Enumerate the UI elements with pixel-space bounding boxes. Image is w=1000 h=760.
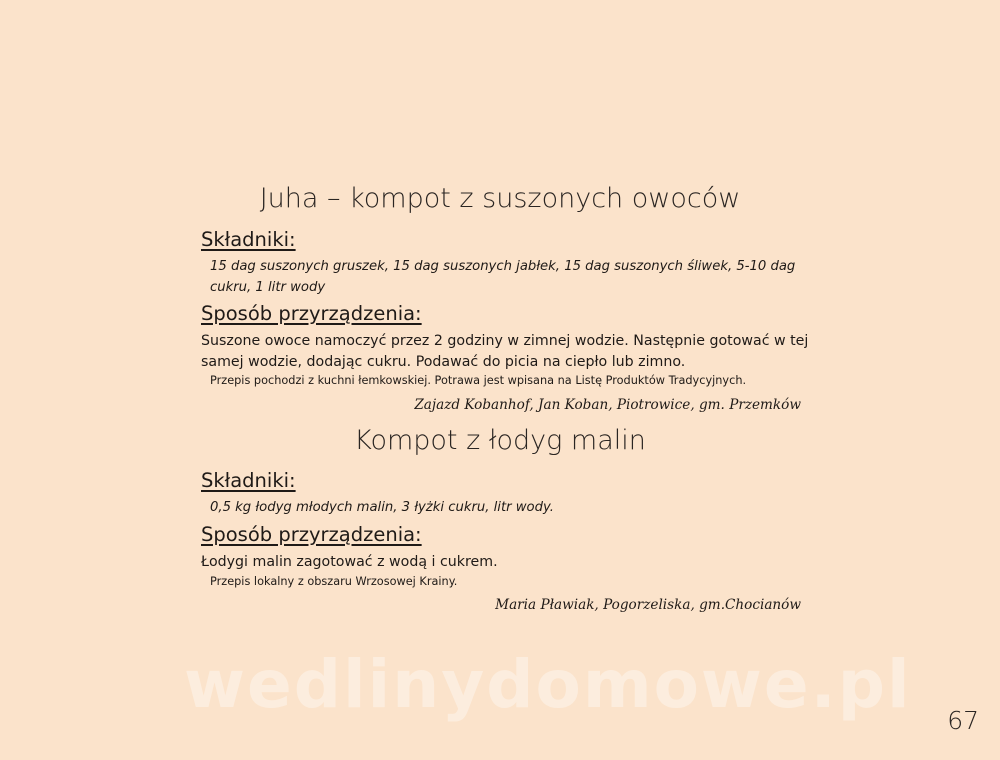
recipe-origin-note: Przepis pochodzi z kuchni łemkowskiej. Potrawa jest wpisana na Listę Produktów Tradycyjnych. xyxy=(210,374,747,387)
ingredients-text xyxy=(210,497,810,518)
recipe-author: Zajazd Kobanhof, Jan Koban, Piotrowice, gm. Przemków xyxy=(414,397,801,413)
method-text xyxy=(201,331,811,373)
ingredients-line: cukru, 1 litr wody xyxy=(210,280,326,295)
recipe-origin-note: Przepis lokalny z obszaru Wrzosowej Krainy. xyxy=(210,575,458,588)
method-text xyxy=(201,552,811,573)
method-heading: Sposób przyrządzenia: xyxy=(201,302,422,325)
page-number: 67 xyxy=(947,706,979,735)
method-line: Łodygi malin zagotować z wodą i cukrem. xyxy=(201,554,498,570)
recipe-title: Juha – kompot z suszonych owoców xyxy=(259,183,741,214)
method-heading: Sposób przyrządzenia: xyxy=(201,523,422,546)
ingredients-line: 0,5 kg łodyg młodych malin, 3 łyżki cukru, litr wody. xyxy=(210,500,554,515)
ingredients-heading: Składniki: xyxy=(201,228,296,251)
recipe-author: Maria Pławiak, Pogorzeliska, gm.Chocianów xyxy=(495,597,801,613)
recipe-title: Kompot z łodyg malin xyxy=(354,425,646,456)
ingredients-text xyxy=(210,256,810,298)
ingredients-heading: Składniki: xyxy=(201,469,296,492)
method-line: samej wodzie, dodając cukru. Podawać do picia na ciepło lub zimno. xyxy=(201,354,686,370)
ingredients-line: 15 dag suszonych gruszek, 15 dag suszonych jabłek, 15 dag suszonych śliwek, 5-10 dag xyxy=(210,259,796,274)
watermark: wedlinydomowe.pl xyxy=(184,646,912,723)
method-line: Suszone owoce namoczyć przez 2 godziny w zimnej wodzie. Następnie gotować w tej xyxy=(201,333,809,349)
